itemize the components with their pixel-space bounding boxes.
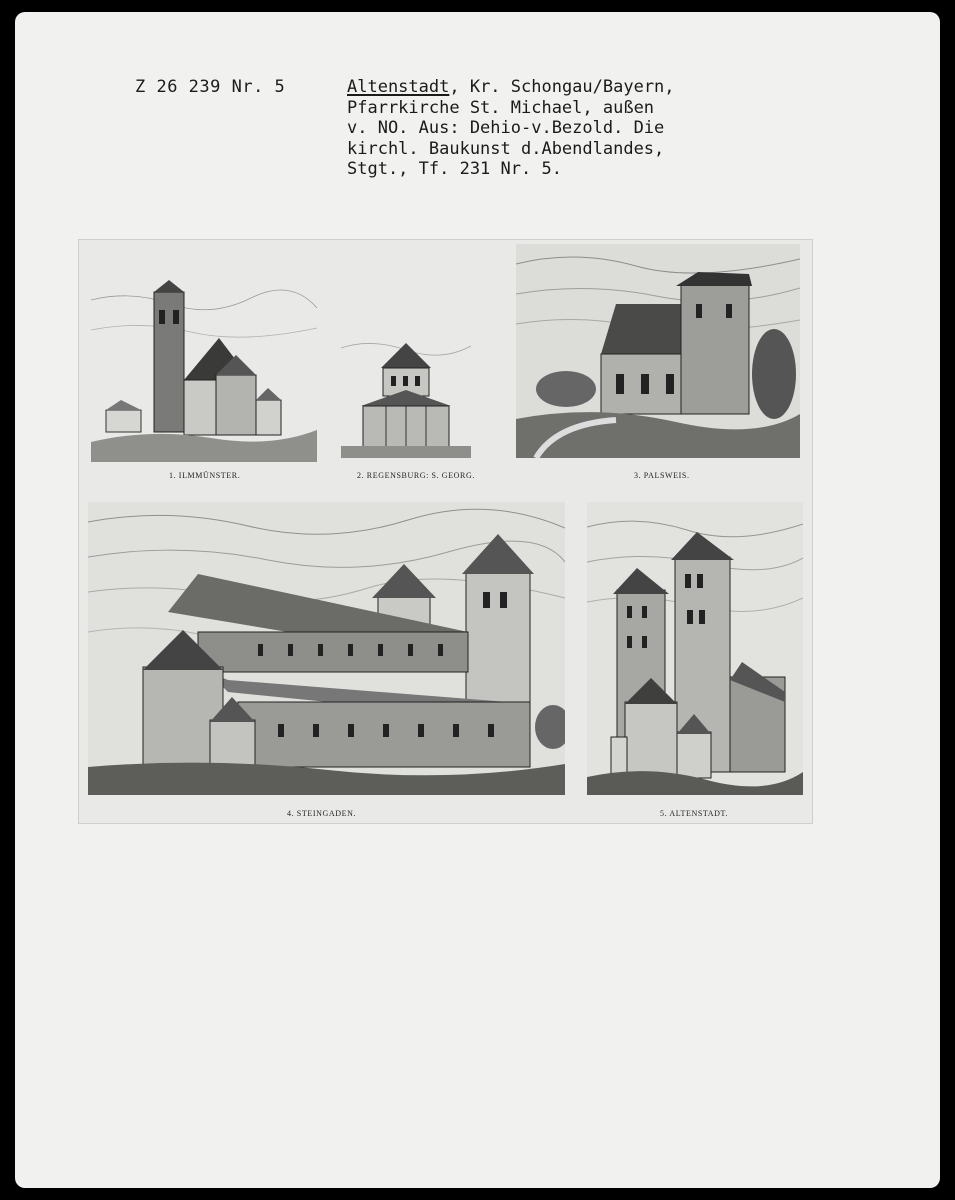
figure-2-illustration [341, 328, 471, 458]
figure-4-label: 4. STEINGADEN. [287, 809, 357, 818]
figure-1-label: 1. ILMMÜNSTER. [169, 471, 241, 480]
caption-place-name: Altenstadt [347, 77, 450, 97]
caption-line-5: Stgt., Tf. 231 Nr. 5. [347, 159, 562, 179]
caption-block [347, 77, 767, 180]
archive-reference: Z 26 239 Nr. 5 [135, 77, 286, 97]
figure-1-illustration [91, 270, 317, 462]
caption-line-2: Pfarrkirche St. Michael, außen [347, 97, 655, 118]
figure-5-illustration [587, 502, 803, 795]
caption-line-4: kirchl. Baukunst d.Abendlandes, [347, 138, 665, 159]
figure-4-illustration [88, 502, 565, 795]
caption-line-1: Altenstadt, Kr. Schongau/Bayern, [347, 77, 675, 97]
figure-2-label: 2. REGENSBURG: S. GEORG. [357, 471, 475, 480]
figure-3-label: 3. PALSWEIS. [634, 471, 690, 480]
figure-3-illustration [516, 244, 800, 458]
engraving-plate [78, 239, 813, 824]
caption-line-3: v. NO. Aus: Dehio-v.Bezold. Die [347, 118, 665, 138]
figure-5-label: 5. ALTENSTADT. [660, 809, 728, 818]
